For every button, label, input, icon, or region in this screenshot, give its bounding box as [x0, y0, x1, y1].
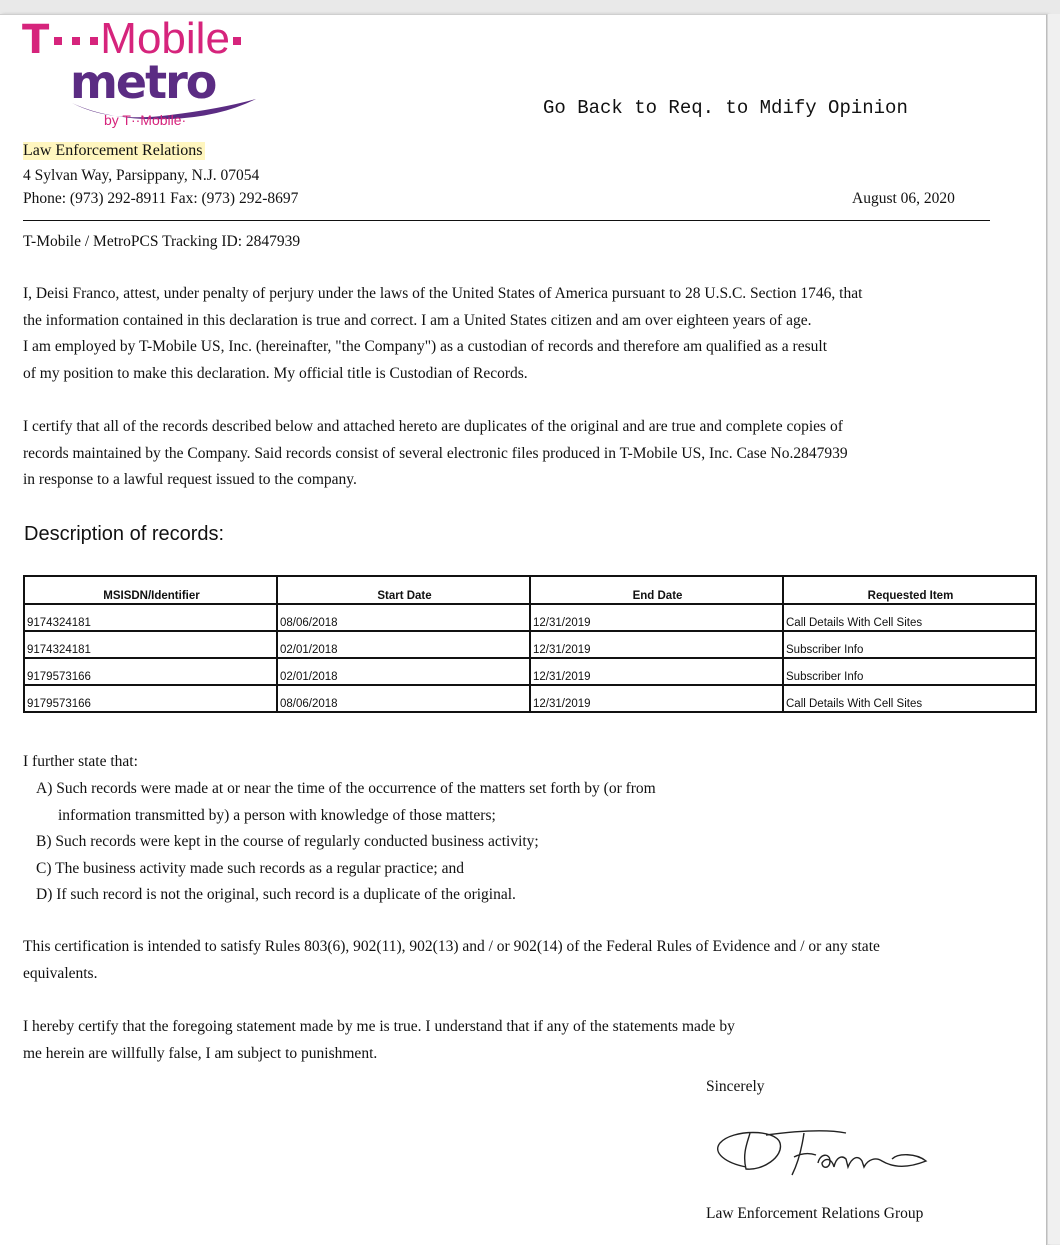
department-name: Law Enforcement Relations [23, 142, 203, 159]
attest-line: I am employed by T-Mobile US, Inc. (hereinafter, "the Company") as a custodian of records and therefore am qualified as a result [23, 338, 827, 355]
certify-line: I certify that all of the records described below and attached hereto are duplicates of the original and are true and complete copies of [23, 418, 843, 435]
cell-msisdn: 9179573166 [24, 685, 277, 712]
header-divider [23, 220, 990, 221]
certification-line: This certification is intended to satisfy Rules 803(6), 902(11), 902(13) and / or 902(14) of the Federal Rules of Evidence and / or any state [23, 938, 880, 955]
tmobile-logo-dot [233, 37, 241, 45]
table-row [24, 658, 1036, 685]
further-item-d: D) If such record is not the original, such record is a duplicate of the original. [36, 886, 516, 903]
attest-line: the information contained in this declaration is true and correct. I am a United States citizen and am over eighteen years of age. [23, 311, 812, 329]
certify-line: in response to a lawful request issued to the company. [23, 471, 357, 488]
document-page [0, 14, 1047, 1245]
certify-line: records maintained by the Company. Said records consist of several electronic files produced in T-Mobile US, Inc. Case No.2847939 [23, 444, 848, 462]
cell-end-date: 12/31/2019 [530, 685, 783, 712]
certification-line: equivalents. [23, 964, 98, 982]
further-list [36, 776, 656, 909]
sincerely: Sincerely [706, 1078, 765, 1095]
cell-requested-item: Subscriber Info [783, 631, 1036, 658]
table-row [24, 604, 1036, 631]
tracking-id: T-Mobile / MetroPCS Tracking ID: 2847939 [23, 233, 301, 250]
cell-requested-item: Call Details With Cell Sites [783, 685, 1036, 712]
table-row [24, 631, 1036, 658]
further-item-b: B) Such records were kept in the course of regularly conducted business activity; [36, 833, 539, 850]
further-item-a: A) Such records were made at or near the time of the occurrence of the matters set forth by (or from [36, 780, 656, 797]
further-intro: I further state that: [23, 753, 138, 770]
metro-logo: metro [70, 55, 216, 109]
cell-msisdn: 9179573166 [24, 658, 277, 685]
vertical-scrollbar[interactable] [1047, 14, 1060, 1244]
tmobile-logo-t: T [22, 17, 50, 63]
signature-group: Law Enforcement Relations Group [706, 1205, 924, 1222]
cell-end-date: 12/31/2019 [530, 604, 783, 631]
cell-end-date: 12/31/2019 [530, 658, 783, 685]
further-item-c: C) The business activity made such records as a regular practice; and [36, 859, 464, 877]
cell-msisdn: 9174324181 [24, 604, 277, 631]
cell-requested-item: Call Details With Cell Sites [783, 604, 1036, 631]
header-start-date: Start Date [277, 576, 530, 604]
certify-paragraph [23, 414, 848, 494]
cell-requested-item: Subscriber Info [783, 658, 1036, 685]
cell-start-date: 02/01/2018 [277, 631, 530, 658]
header-requested-item: Requested Item [783, 576, 1036, 604]
cell-end-date: 12/31/2019 [530, 631, 783, 658]
records-table [23, 575, 1037, 713]
go-back-link[interactable]: Go Back to Req. to Mdify Opinion [543, 97, 908, 119]
table-row [24, 685, 1036, 712]
tmobile-logo-dot [90, 37, 98, 45]
tmobile-logo-dot [72, 37, 80, 45]
table-header-row [24, 576, 1036, 604]
header-end-date: End Date [530, 576, 783, 604]
description-title: Description of records: [24, 523, 225, 545]
signature-icon [706, 1123, 946, 1185]
cell-start-date: 02/01/2018 [277, 658, 530, 685]
attest-line: of my position to make this declaration. My official title is Custodian of Records. [23, 364, 528, 382]
hereby-line: I hereby certify that the foregoing statement made by me is true. I understand that if any of the statements made by [23, 1018, 735, 1035]
tmobile-logo-word: Mobile [100, 14, 230, 63]
further-item-a-cont: information transmitted by) a person with knowledge of those matters; [58, 806, 496, 824]
header-msisdn: MSISDN/Identifier [24, 576, 277, 604]
attest-line: I, Deisi Franco, attest, under penalty of perjury under the laws of the United States of America pursuant to 28 U.S.C. Section 1746, that [23, 285, 863, 302]
document-date: August 06, 2020 [852, 190, 955, 207]
phone-fax: Phone: (973) 292-8911 Fax: (973) 292-8697 [23, 190, 299, 207]
address: 4 Sylvan Way, Parsippany, N.J. 07054 [23, 167, 260, 184]
tmobile-logo-dot [54, 37, 62, 45]
metro-by-tmobile: by T··Mobile· [104, 112, 187, 128]
cell-msisdn: 9174324181 [24, 631, 277, 658]
attest-paragraph [23, 281, 862, 387]
hereby-line: me herein are willfully false, I am subject to punishment. [23, 1044, 378, 1062]
cell-start-date: 08/06/2018 [277, 685, 530, 712]
certification-paragraph [23, 934, 880, 987]
hereby-paragraph [23, 1014, 735, 1067]
cell-start-date: 08/06/2018 [277, 604, 530, 631]
